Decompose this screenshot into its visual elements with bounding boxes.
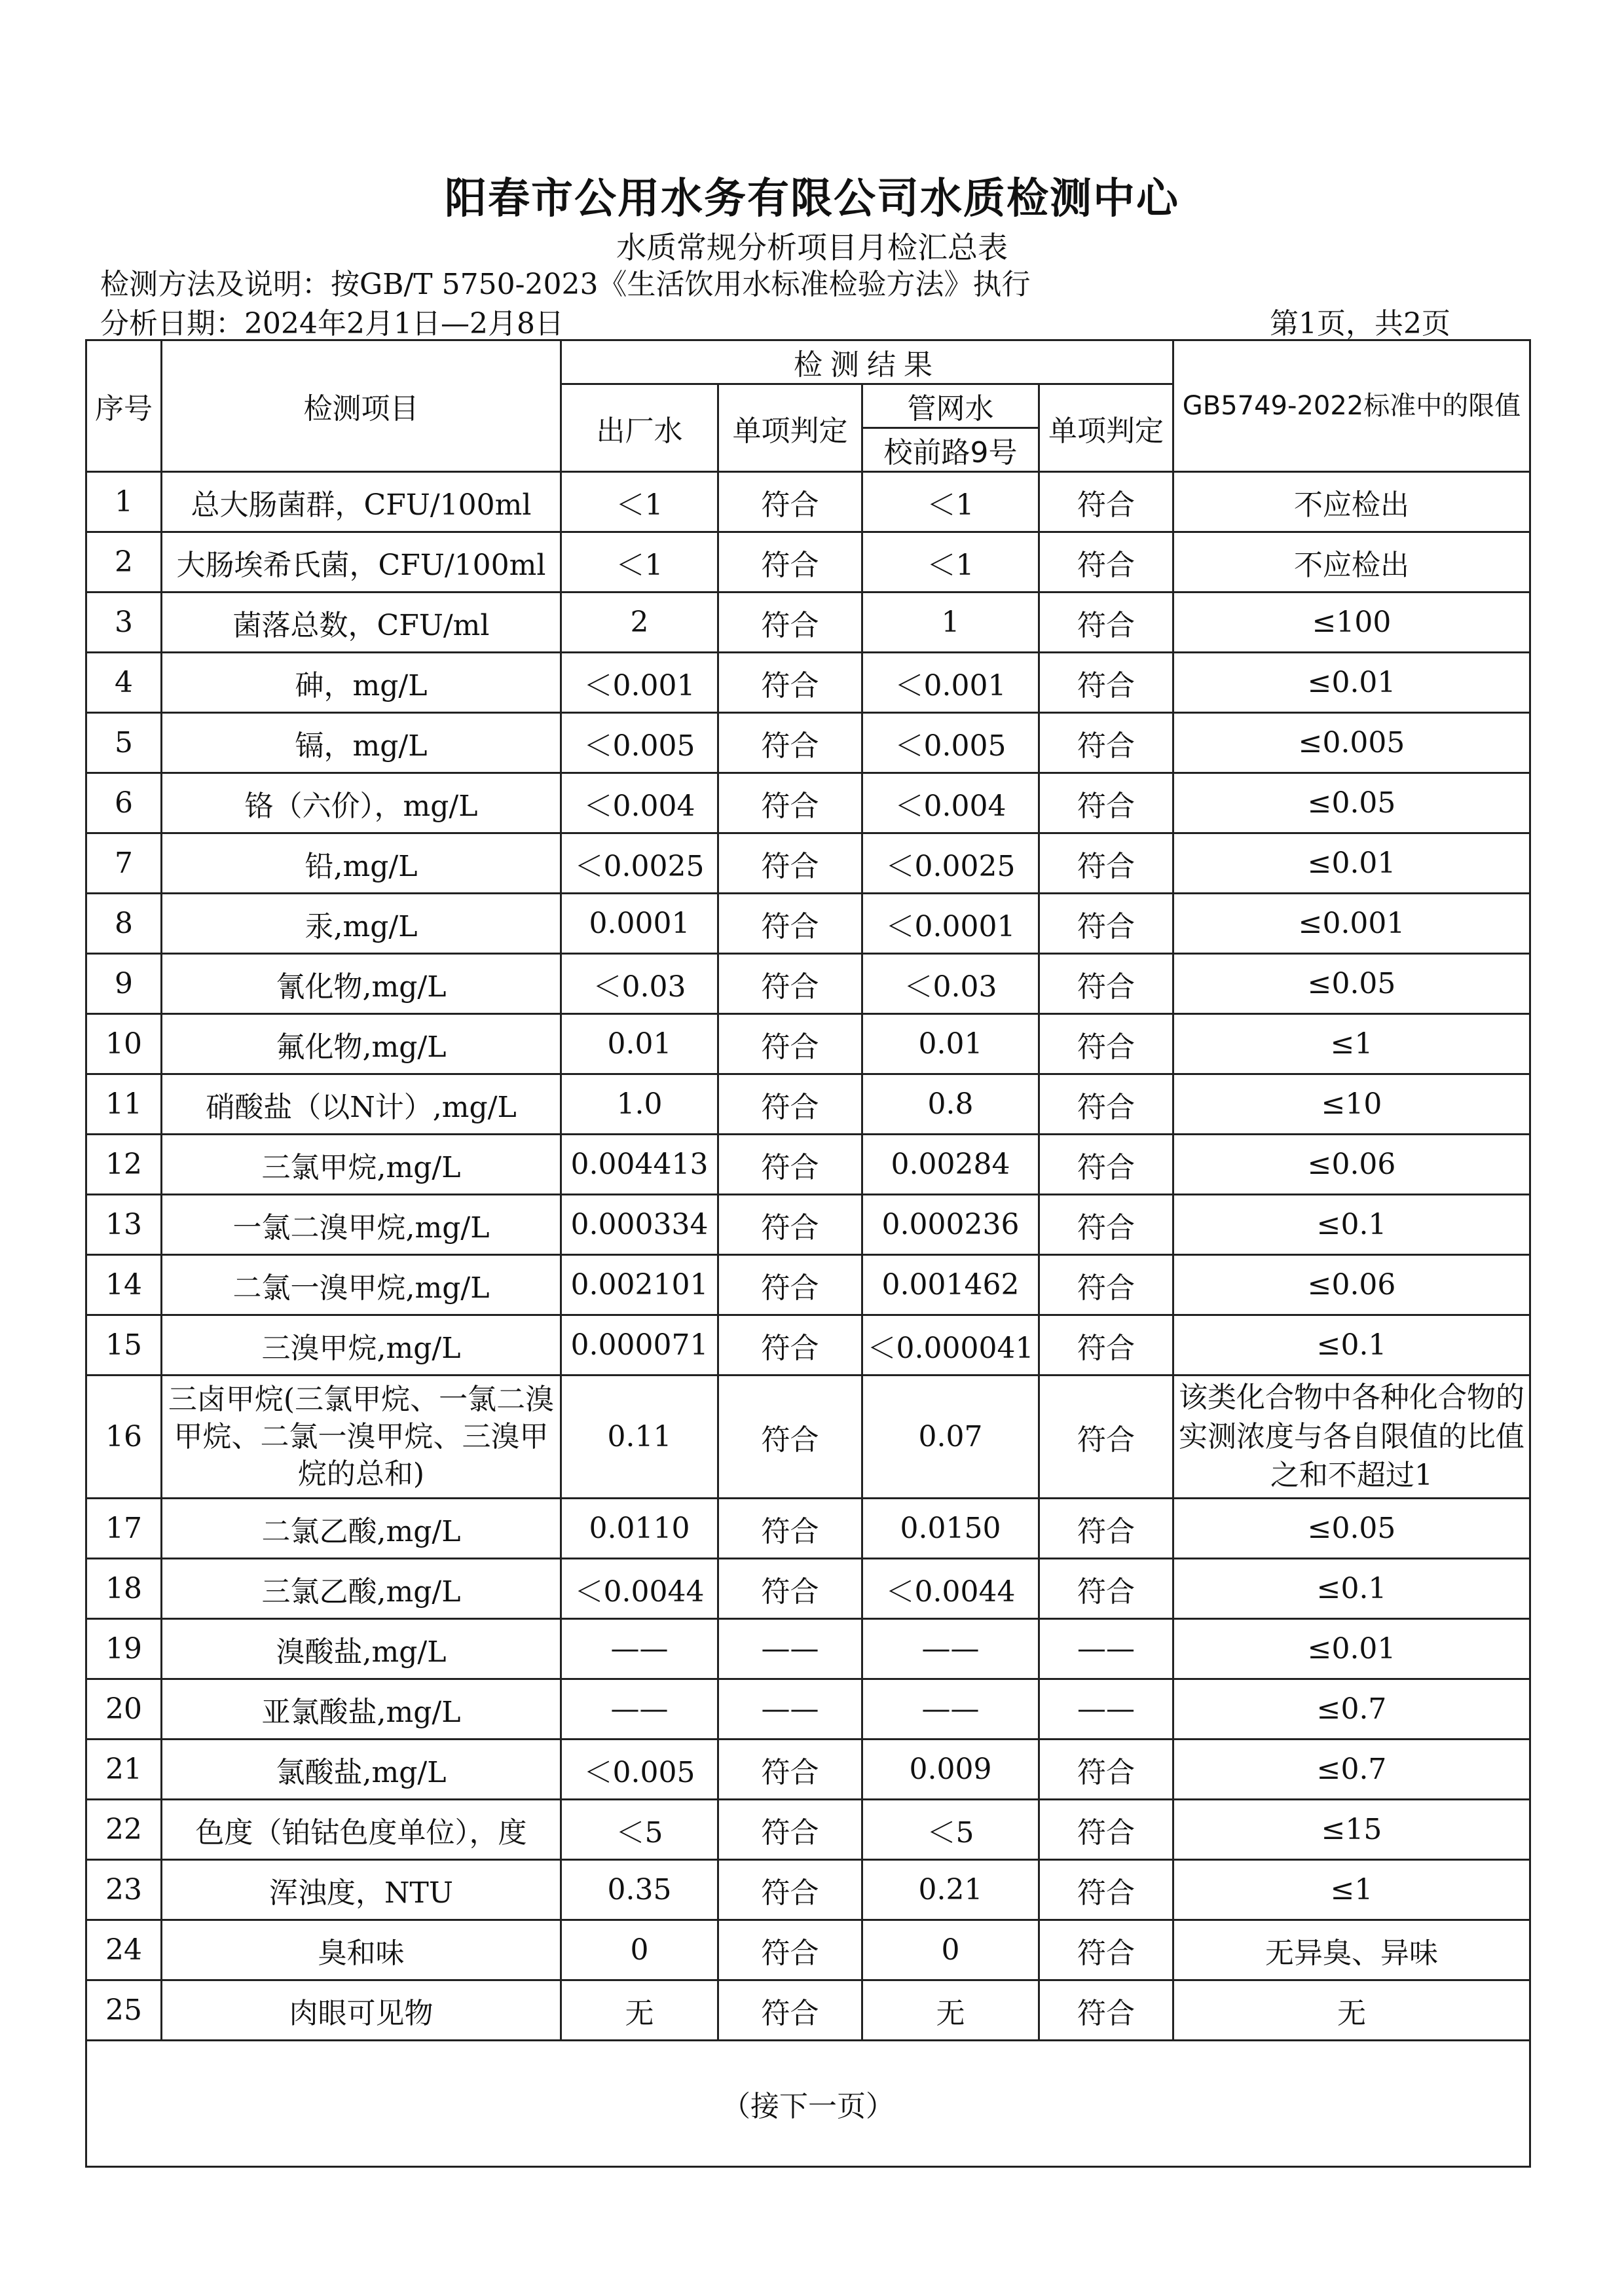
row-network-value: 0.07 [862, 1376, 1039, 1499]
row-limit: ≤0.7 [1173, 1740, 1530, 1800]
row-item: 三氯甲烷,mg/L [162, 1135, 561, 1195]
row-item: 氟化物,mg/L [162, 1014, 561, 1074]
row-item: 三溴甲烷,mg/L [162, 1315, 561, 1376]
row-number: 7 [86, 833, 162, 894]
row-factory-value: ＜0.001 [561, 653, 718, 713]
row-factory-value: 2 [561, 592, 718, 653]
row-limit: ≤1 [1173, 1014, 1530, 1074]
table-row [86, 532, 1530, 592]
row-number: 4 [86, 653, 162, 713]
row-network-value: 0.8 [862, 1074, 1039, 1135]
row-judge-2: 符合 [1039, 1740, 1173, 1800]
row-judge-1: 符合 [718, 833, 862, 894]
row-item: 总大肠菌群，CFU/100ml [162, 472, 561, 532]
page-indicator: 第1页，共2页 [1270, 307, 1450, 340]
row-judge-1: 符合 [718, 532, 862, 592]
table-row [86, 713, 1530, 773]
row-network-value: 0 [862, 1920, 1039, 1980]
row-limit: ≤0.1 [1173, 1559, 1530, 1619]
row-factory-value: ＜1 [561, 532, 718, 592]
header-seq: 序号 [86, 340, 162, 472]
row-network-value: 0.000236 [862, 1195, 1039, 1255]
row-network-value: 1 [862, 592, 1039, 653]
row-item: 三卤甲烷(三氯甲烷、一氯二溴甲烷、二氯一溴甲烷、三溴甲烷的总和) [162, 1376, 561, 1499]
header-item: 检测项目 [162, 340, 561, 472]
row-network-value: 0.21 [862, 1860, 1039, 1920]
row-factory-value: 0.000334 [561, 1195, 718, 1255]
table-row [86, 1800, 1530, 1860]
row-factory-value: 0 [561, 1920, 718, 1980]
row-judge-2: 符合 [1039, 1980, 1173, 2041]
row-limit: 该类化合物中各种化合物的实测浓度与各自限值的比值之和不超过1 [1173, 1376, 1530, 1499]
row-judge-1: 符合 [718, 1860, 862, 1920]
row-number: 17 [86, 1499, 162, 1559]
row-limit: 不应检出 [1173, 472, 1530, 532]
row-item: 三氯乙酸,mg/L [162, 1559, 561, 1619]
row-judge-1: 符合 [718, 1014, 862, 1074]
table-row [86, 833, 1530, 894]
row-judge-1: 符合 [718, 894, 862, 954]
row-judge-1: 符合 [718, 1740, 862, 1800]
row-item: 溴酸盐,mg/L [162, 1619, 561, 1679]
table-row [86, 1740, 1530, 1800]
row-judge-1: 符合 [718, 472, 862, 532]
row-judge-2: 符合 [1039, 1920, 1173, 1980]
header-factory-water: 出厂水 [561, 384, 718, 472]
row-judge-1: 符合 [718, 1315, 862, 1376]
row-judge-2: 符合 [1039, 592, 1173, 653]
row-number: 20 [86, 1679, 162, 1740]
row-judge-1: 符合 [718, 653, 862, 713]
row-factory-value: ＜0.03 [561, 954, 718, 1014]
row-limit: ≤0.05 [1173, 954, 1530, 1014]
row-item: 镉，mg/L [162, 713, 561, 773]
header-judge-2: 单项判定 [1039, 384, 1173, 472]
row-judge-1: 符合 [718, 1376, 862, 1499]
row-limit: 无 [1173, 1980, 1530, 2041]
header-network-water: 管网水 [862, 384, 1039, 428]
row-limit: ≤0.1 [1173, 1315, 1530, 1376]
row-number: 14 [86, 1255, 162, 1315]
row-limit: ≤0.01 [1173, 653, 1530, 713]
row-judge-1: 符合 [718, 1559, 862, 1619]
row-factory-value: ＜1 [561, 472, 718, 532]
row-item: 氰化物,mg/L [162, 954, 561, 1014]
table-row [86, 1195, 1530, 1255]
row-judge-2: 符合 [1039, 1499, 1173, 1559]
row-factory-value: ＜5 [561, 1800, 718, 1860]
row-number: 15 [86, 1315, 162, 1376]
row-item: 一氯二溴甲烷,mg/L [162, 1195, 561, 1255]
row-network-value: 0.001462 [862, 1255, 1039, 1315]
continued-note: （接下一页） [86, 2041, 1530, 2167]
row-limit: ≤0.06 [1173, 1135, 1530, 1195]
row-network-value: ＜0.0044 [862, 1559, 1039, 1619]
row-factory-value: ＜0.005 [561, 1740, 718, 1800]
row-judge-2: 符合 [1039, 532, 1173, 592]
row-judge-2: —— [1039, 1679, 1173, 1740]
header-judge-1: 单项判定 [718, 384, 862, 472]
row-number: 1 [86, 472, 162, 532]
header-network-site: 校前路9号 [862, 428, 1039, 472]
row-number: 18 [86, 1559, 162, 1619]
row-judge-2: 符合 [1039, 1860, 1173, 1920]
row-limit: ≤1 [1173, 1860, 1530, 1920]
row-network-value: 0.0150 [862, 1499, 1039, 1559]
row-judge-1: 符合 [718, 1255, 862, 1315]
row-network-value: —— [862, 1679, 1039, 1740]
row-judge-1: 符合 [718, 713, 862, 773]
row-network-value: ＜0.000041 [862, 1315, 1039, 1376]
table-row [86, 653, 1530, 713]
row-number: 5 [86, 713, 162, 773]
row-number: 3 [86, 592, 162, 653]
row-network-value: ＜1 [862, 472, 1039, 532]
row-judge-1: 符合 [718, 1499, 862, 1559]
row-item: 二氯乙酸,mg/L [162, 1499, 561, 1559]
row-number: 16 [86, 1376, 162, 1499]
table-row [86, 1315, 1530, 1376]
row-factory-value: 0.004413 [561, 1135, 718, 1195]
row-network-value: ＜0.005 [862, 713, 1039, 773]
row-item: 二氯一溴甲烷,mg/L [162, 1255, 561, 1315]
row-number: 11 [86, 1074, 162, 1135]
row-item: 砷，mg/L [162, 653, 561, 713]
row-item: 菌落总数，CFU/ml [162, 592, 561, 653]
row-judge-2: —— [1039, 1619, 1173, 1679]
row-item: 浑浊度，NTU [162, 1860, 561, 1920]
row-factory-value: —— [561, 1679, 718, 1740]
document-subtitle: 水质常规分析项目月检汇总表 [616, 230, 1008, 265]
table-row [86, 1679, 1530, 1740]
row-factory-value: 0.002101 [561, 1255, 718, 1315]
row-factory-value: ＜0.004 [561, 773, 718, 833]
table-row [86, 894, 1530, 954]
row-judge-2: 符合 [1039, 713, 1173, 773]
row-network-value: ＜5 [862, 1800, 1039, 1860]
row-judge-2: 符合 [1039, 954, 1173, 1014]
row-number: 12 [86, 1135, 162, 1195]
row-number: 25 [86, 1980, 162, 2041]
table-row [86, 1619, 1530, 1679]
row-network-value: 无 [862, 1980, 1039, 2041]
row-limit: ≤0.005 [1173, 713, 1530, 773]
row-factory-value: ＜0.0044 [561, 1559, 718, 1619]
row-item: 臭和味 [162, 1920, 561, 1980]
row-factory-value: 无 [561, 1980, 718, 2041]
table-row [86, 472, 1530, 532]
row-factory-value: 0.11 [561, 1376, 718, 1499]
row-factory-value: 0.000071 [561, 1315, 718, 1376]
row-number: 2 [86, 532, 162, 592]
row-limit: 无异臭、异味 [1173, 1920, 1530, 1980]
row-item: 氯酸盐,mg/L [162, 1740, 561, 1800]
row-judge-1: 符合 [718, 773, 862, 833]
table-row [86, 954, 1530, 1014]
row-limit: 不应检出 [1173, 532, 1530, 592]
row-item: 铅,mg/L [162, 833, 561, 894]
row-number: 13 [86, 1195, 162, 1255]
row-judge-2: 符合 [1039, 894, 1173, 954]
row-number: 19 [86, 1619, 162, 1679]
row-judge-2: 符合 [1039, 1800, 1173, 1860]
row-judge-1: 符合 [718, 1135, 862, 1195]
row-judge-2: 符合 [1039, 1074, 1173, 1135]
row-number: 21 [86, 1740, 162, 1800]
row-limit: ≤0.7 [1173, 1679, 1530, 1740]
table-row [86, 1559, 1530, 1619]
table-row [86, 1920, 1530, 1980]
row-limit: ≤10 [1173, 1074, 1530, 1135]
row-limit: ≤0.001 [1173, 894, 1530, 954]
table-row [86, 1376, 1530, 1499]
row-number: 6 [86, 773, 162, 833]
row-limit: ≤0.01 [1173, 833, 1530, 894]
row-item: 肉眼可见物 [162, 1980, 561, 2041]
row-factory-value: 0.0001 [561, 894, 718, 954]
table-row [86, 1014, 1530, 1074]
row-factory-value: 0.0110 [561, 1499, 718, 1559]
table-row [86, 773, 1530, 833]
row-limit: ≤0.05 [1173, 1499, 1530, 1559]
row-judge-1: 符合 [718, 1920, 862, 1980]
row-factory-value: ＜0.005 [561, 713, 718, 773]
row-factory-value: ＜0.0025 [561, 833, 718, 894]
row-item: 硝酸盐（以N计）,mg/L [162, 1074, 561, 1135]
row-judge-2: 符合 [1039, 1195, 1173, 1255]
row-network-value: ＜0.004 [862, 773, 1039, 833]
row-judge-2: 符合 [1039, 472, 1173, 532]
row-limit: ≤100 [1173, 592, 1530, 653]
row-network-value: —— [862, 1619, 1039, 1679]
row-judge-2: 符合 [1039, 1135, 1173, 1195]
table-row [86, 1860, 1530, 1920]
row-number: 23 [86, 1860, 162, 1920]
row-limit: ≤0.05 [1173, 773, 1530, 833]
row-factory-value: 1.0 [561, 1074, 718, 1135]
table-row [86, 1499, 1530, 1559]
document-title: 阳春市公用水务有限公司水质检测中心 [445, 175, 1179, 223]
row-item: 铬（六价），mg/L [162, 773, 561, 833]
row-number: 9 [86, 954, 162, 1014]
row-factory-value: 0.35 [561, 1860, 718, 1920]
row-item: 汞,mg/L [162, 894, 561, 954]
row-judge-2: 符合 [1039, 1255, 1173, 1315]
row-judge-2: 符合 [1039, 1315, 1173, 1376]
results-table [85, 339, 1531, 2168]
row-network-value: ＜0.001 [862, 653, 1039, 713]
row-judge-1: —— [718, 1679, 862, 1740]
row-limit: ≤0.06 [1173, 1255, 1530, 1315]
row-network-value: ＜0.0025 [862, 833, 1039, 894]
row-network-value: 0.01 [862, 1014, 1039, 1074]
row-network-value: ＜0.03 [862, 954, 1039, 1014]
row-network-value: 0.009 [862, 1740, 1039, 1800]
row-judge-1: 符合 [718, 1195, 862, 1255]
table-row [86, 1135, 1530, 1195]
row-factory-value: —— [561, 1619, 718, 1679]
row-judge-2: 符合 [1039, 1376, 1173, 1499]
row-number: 22 [86, 1800, 162, 1860]
row-judge-1: 符合 [718, 1800, 862, 1860]
row-judge-2: 符合 [1039, 1014, 1173, 1074]
row-judge-2: 符合 [1039, 1559, 1173, 1619]
row-network-value: 0.00284 [862, 1135, 1039, 1195]
row-judge-2: 符合 [1039, 653, 1173, 713]
header-limit: GB5749-2022标准中的限值 [1173, 340, 1530, 472]
row-judge-1: 符合 [718, 1980, 862, 2041]
row-limit: ≤0.01 [1173, 1619, 1530, 1679]
table-row [86, 1255, 1530, 1315]
row-limit: ≤0.1 [1173, 1195, 1530, 1255]
row-judge-2: 符合 [1039, 773, 1173, 833]
table-row [86, 592, 1530, 653]
row-item: 亚氯酸盐,mg/L [162, 1679, 561, 1740]
row-number: 8 [86, 894, 162, 954]
row-judge-1: 符合 [718, 954, 862, 1014]
row-judge-2: 符合 [1039, 833, 1173, 894]
table-row [86, 1980, 1530, 2041]
header-results: 检测结果 [561, 340, 1173, 384]
row-item: 色度（铂钴色度单位），度 [162, 1800, 561, 1860]
row-factory-value: 0.01 [561, 1014, 718, 1074]
analysis-date: 分析日期：2024年2月1日—2月8日 [100, 307, 564, 340]
row-network-value: ＜0.0001 [862, 894, 1039, 954]
row-judge-1: 符合 [718, 592, 862, 653]
table-row [86, 1074, 1530, 1135]
method-note: 检测方法及说明：按GB/T 5750-2023《生活饮用水标准检验方法》执行 [100, 268, 1031, 301]
row-limit: ≤15 [1173, 1800, 1530, 1860]
row-judge-1: 符合 [718, 1074, 862, 1135]
row-number: 10 [86, 1014, 162, 1074]
row-network-value: ＜1 [862, 532, 1039, 592]
row-item: 大肠埃希氏菌，CFU/100ml [162, 532, 561, 592]
row-number: 24 [86, 1920, 162, 1980]
row-judge-1: —— [718, 1619, 862, 1679]
